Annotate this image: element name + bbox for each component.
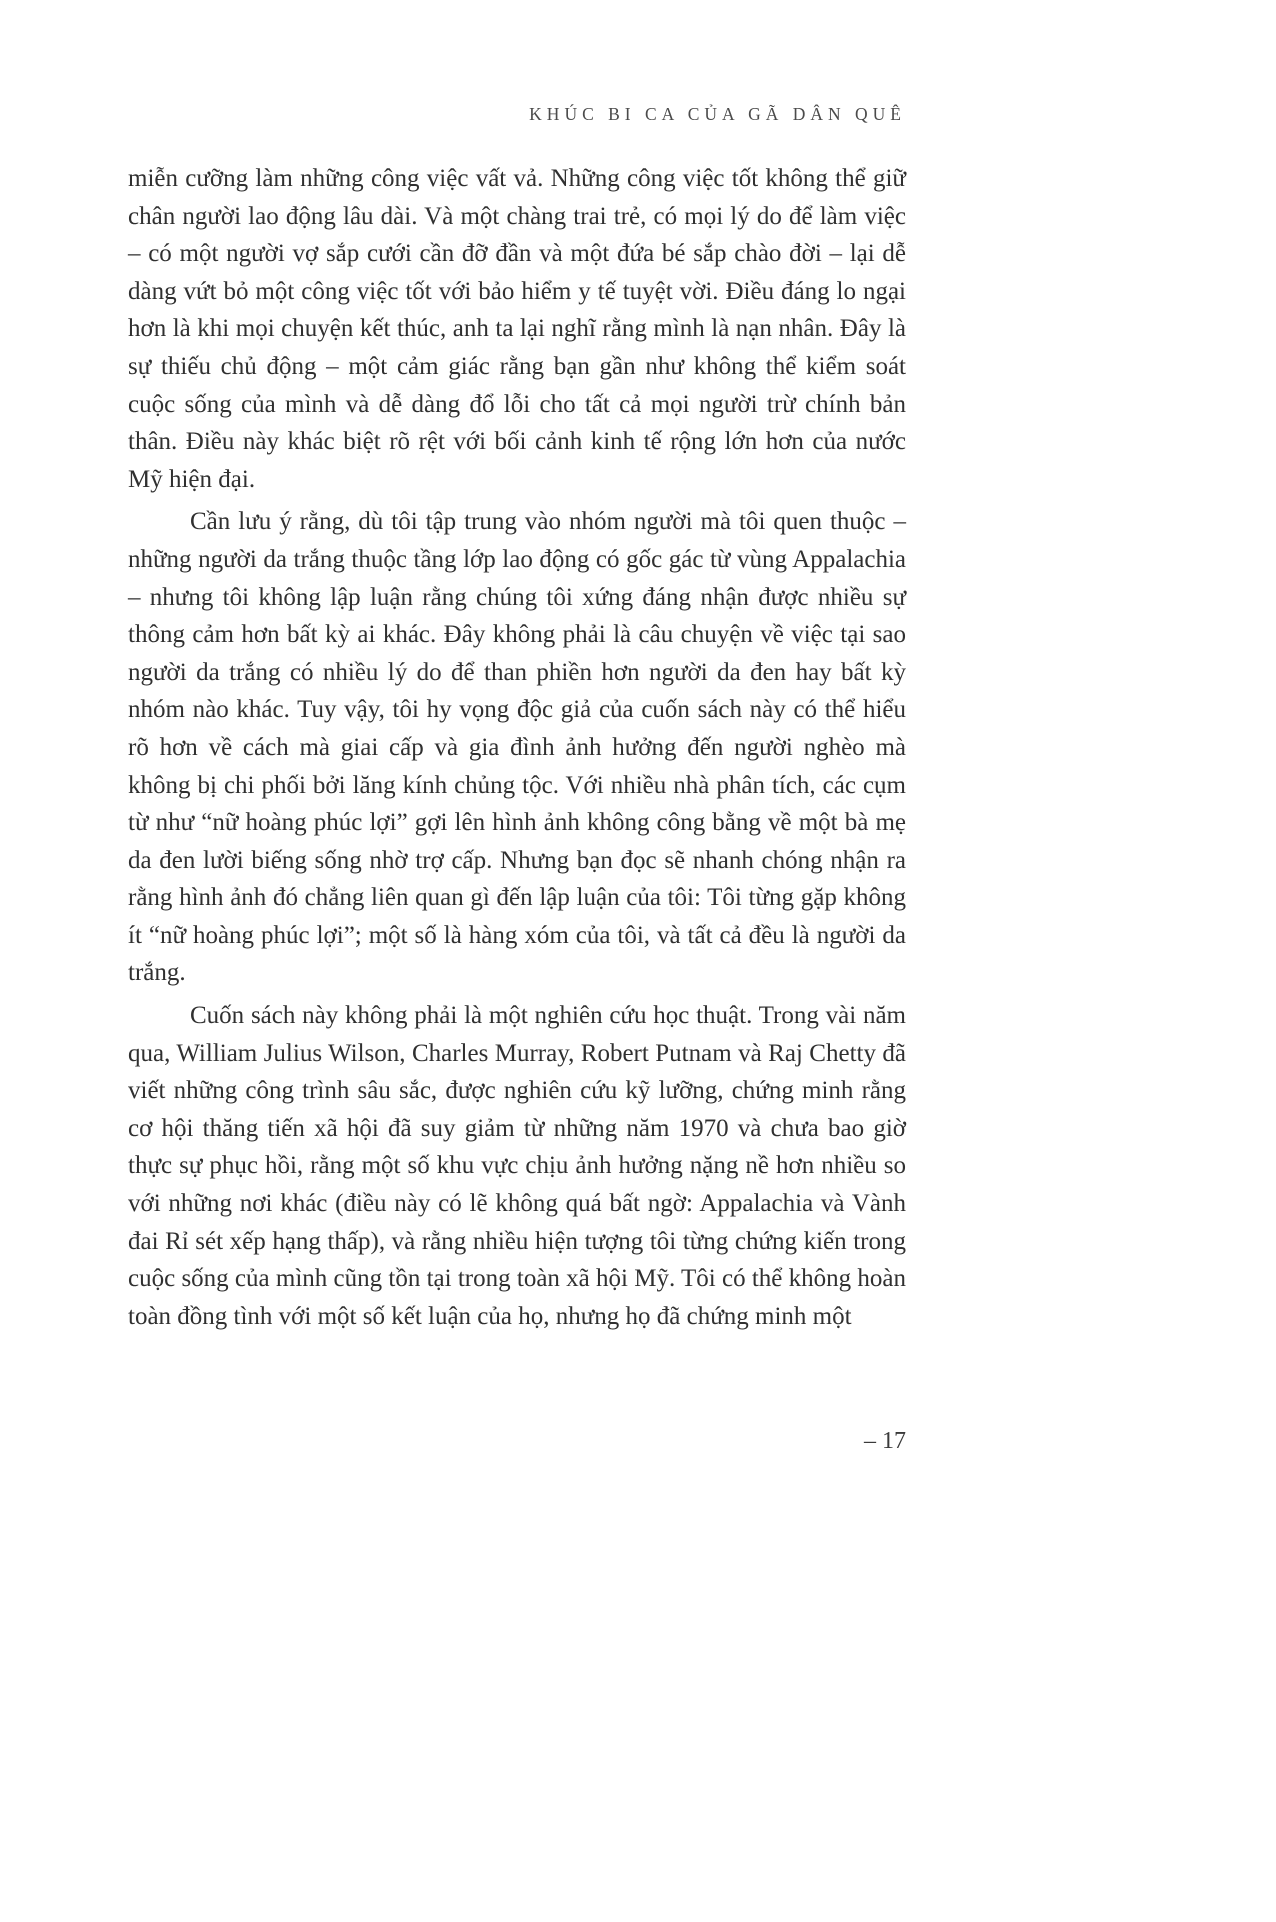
page-number: – 17 (864, 1428, 906, 1454)
paragraph-3: Cuốn sách này không phải là một nghiên cứu học thuật. Trong vài năm qua, William Julius Wilson, Charles Murray, Robert Putnam và Raj Chetty đã viết những công trình sâu sắc, được nghiên cứu kỹ lưỡng, chứng minh rằng cơ hội thăng tiến xã hội đã suy giảm từ những năm 1970 và chưa bao giờ thực sự phục hồi, rằng một số khu vực chịu ảnh hưởng nặng nề hơn nhiều so với những nơi khác (điều này có lẽ không quá bất ngờ: Appalachia và Vành đai Rỉ sét xếp hạng thấp), và rằng nhiều hiện tượng tôi từng chứng kiến trong cuộc sống của mình cũng tồn tại trong toàn xã hội Mỹ. Tôi có thể không hoàn toàn đồng tình với một số kết luận của họ, nhưng họ đã chứng minh một (128, 1002, 906, 1330)
paragraph-2: Cần lưu ý rằng, dù tôi tập trung vào nhóm người mà tôi quen thuộc – những người da trắng thuộc tầng lớp lao động có gốc gác từ vùng Appalachia – nhưng tôi không lập luận rằng chúng tôi xứng đáng nhận được nhiều sự thông cảm hơn bất kỳ ai khác. Đây không phải là câu chuyện về việc tại sao người da trắng có nhiều lý do để than phiền hơn người da đen hay bất kỳ nhóm nào khác. Tuy vậy, tôi hy vọng độc giả của cuốn sách này có thể hiểu rõ hơn về cách mà giai cấp và gia đình ảnh hưởng đến người nghèo mà không bị chi phối bởi lăng kính chủng tộc. Với nhiều nhà phân tích, các cụm từ như “nữ hoàng phúc lợi” gợi lên hình ảnh không công bằng về một bà mẹ da đen lười biếng sống nhờ trợ cấp. Nhưng bạn đọc sẽ nhanh chóng nhận ra rằng hình ảnh đó chẳng liên quan gì đến lập luận của tôi: Tôi từng gặp không ít “nữ hoàng phúc lợi”; một số là hàng xóm của tôi, và tất cả đều là người da trắng. (128, 508, 906, 987)
page-body (128, 160, 906, 1340)
running-header: KHÚC BI CA CỦA GÃ DÂN QUÊ (529, 104, 906, 124)
paragraph-1: miễn cưỡng làm những công việc vất vả. Những công việc tốt không thể giữ chân người lao động lâu dài. Và một chàng trai trẻ, có mọi lý do để làm việc – có một người vợ sắp cưới cần đỡ đần và một đứa bé sắp chào đời – lại dễ dàng vứt bỏ một công việc tốt với bảo hiểm y tế tuyệt vời. Điều đáng lo ngại hơn là khi mọi chuyện kết thúc, anh ta lại nghĩ rằng mình là nạn nhân. Đây là sự thiếu chủ động – một cảm giác rằng bạn gần như không thể kiểm soát cuộc sống của mình và dễ dàng đổ lỗi cho tất cả mọi người trừ chính bản thân. Điều này khác biệt rõ rệt với bối cảnh kinh tế rộng lớn hơn của nước Mỹ hiện đại. (128, 165, 906, 493)
